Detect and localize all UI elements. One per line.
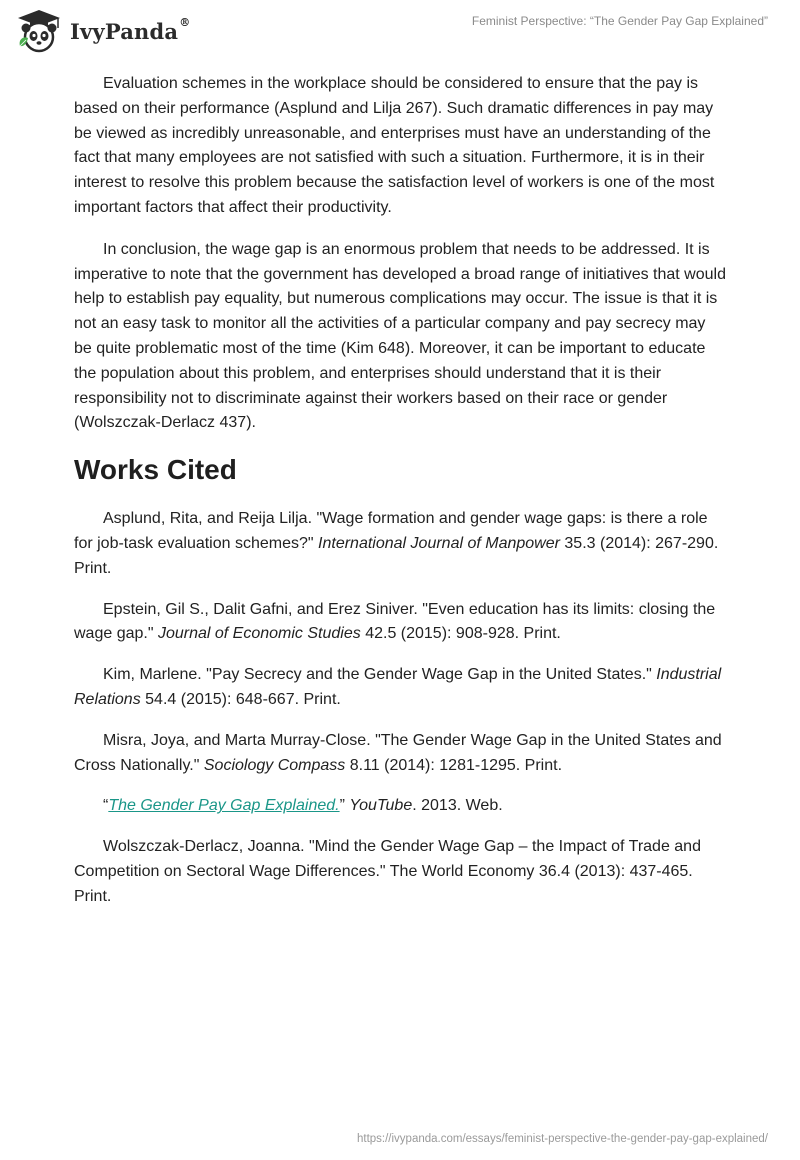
citation-entry [74,835,726,909]
citation-details: . 2013. Web. [412,797,503,815]
citation-source: Sociology Compass [203,756,346,774]
citation-entry [74,598,726,648]
open-quote: “ [103,797,109,815]
essay-content [74,72,726,926]
citation-text: Wolszczak-Derlacz, Joanna. "Mind the Gender Wage Gap – the Impact of Trade and Competition on Sectoral Wage Differences." The World Economy 36.4 (2013): 437-465. Print. [74,838,701,905]
citation-text: Epstein, Gil S., Dalit Gafni, and Erez Siniver. "Even education has its limits: closing the wage gap." [74,600,716,643]
works-cited-heading: Works Cited [74,454,237,486]
citation-source: Industrial Relations [74,666,722,708]
citation-source: International Journal of Manpower [318,534,560,552]
citation-details: 35.3 (2014): 267-290. Print. [74,534,719,577]
citation-details: 42.5 (2015): 908-928. Print. [360,625,561,643]
citation-source: Journal of Economic Studies [157,625,361,643]
citation-text: Kim, Marlene. "Pay Secrecy and the Gender Wage Gap in the United States." [103,666,657,684]
body-paragraph: Evaluation schemes in the workplace should be considered to ensure that the pay is based on their performance (Asplund and Lilja 267). Such dramatic differences in pay may be viewed as incredibly unreasonable, and enterprises must have an understanding of the fact that many employees are not satisfied with such a situation. Furthermore, it is in their interest to resolve this problem because the satisfaction level of workers is one of the most important factors that affect their productivity. [74,75,715,216]
body-paragraph: In conclusion, the wage gap is an enormous problem that needs to be addressed. It is imperative to note that the government has developed a broad range of initiatives that would help to establish pay equality, but numerous complications may occur. The issue is that it is not an easy task to monitor all the activities of a particular company and pay secrecy may be quite problematic most of the time (Kim 648). Moreover, it can be important to educate the population about this problem, and enterprises should understand that it is their responsibility not to discriminate against their workers based on their race or gender (Wolszczak-Derlacz 437). [74,240,726,432]
video-link[interactable]: The Gender Pay Gap Explained. [108,797,340,815]
ivypanda-logo[interactable] [14,6,190,56]
page-header [0,0,800,60]
citation-details: 54.4 (2015): 648-667. Print. [140,690,341,708]
document-title: Feminist Perspective: “The Gender Pay Gap Explained” [471,14,768,28]
citation-text: Misra, Joya, and Marta Murray-Close. "The Gender Wage Gap in the United States and Cross Nationally." [74,731,722,774]
citation-details: 8.11 (2014): 1281-1295. Print. [345,756,563,774]
footer-url: https://ivypanda.com/essays/feminist-perspective-the-gender-pay-gap-explained/ [356,1133,768,1145]
citation-entry [74,663,726,713]
brand-name: IvyPanda® [70,15,191,44]
citation-source: YouTube [349,797,413,815]
citation-entry [74,729,726,779]
panda-graduate-icon [14,6,64,56]
citation-entry [74,507,726,581]
registered-mark: ® [179,15,191,29]
close-quote: ” [339,797,350,815]
citation-entry [74,794,726,819]
citation-text: Asplund, Rita, and Reija Lilja. "Wage formation and gender wage gaps: is there a role for job-task evaluation schemes?" [74,510,708,552]
